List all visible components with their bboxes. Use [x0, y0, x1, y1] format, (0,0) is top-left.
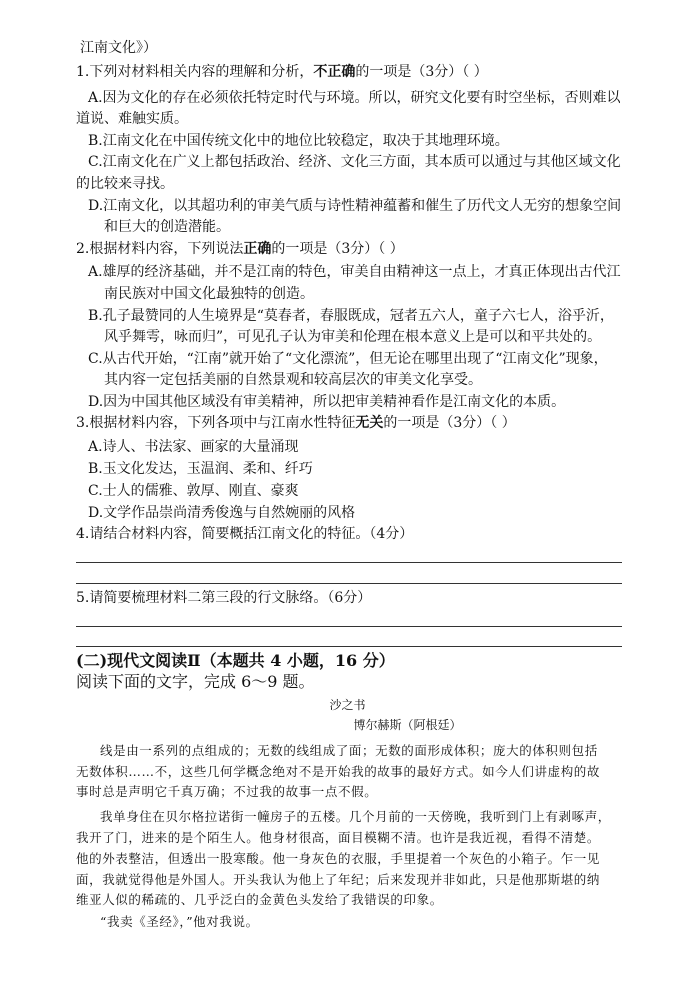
q2-option-a-line2: 南民族对中国文化最独特的创造。: [104, 286, 314, 302]
passage-p1-line2: 无数体积……不，这些几何学概念绝对不是开始我的故事的最好方式。如今人们讲虚构的故: [76, 764, 601, 779]
q2-option-c-line1: C.从古代开始，“江南”就开始了“文化漂流”，但无论在哪里出现了“江南文化”现象，: [88, 351, 608, 367]
passage-p3: “我卖《圣经》，”他对我说。: [100, 914, 259, 929]
q1-option-d-line1: D.江南文化，以其超功利的审美气质与诗性精神蕴蓄和催生了历代文人无穷的想象空间: [88, 198, 622, 214]
q2-stem-a: 2.根据材料内容，下列说法: [76, 241, 244, 257]
q3-option-a: A.诗人、书法家、画家的大量涌现: [88, 439, 299, 455]
answer-line: [76, 626, 622, 627]
q2-option-d: D.因为中国其他区域没有审美精神，所以把审美精神看作是江南文化的本质。: [88, 394, 566, 410]
q1-option-c-line1: C.江南文化在广义上都包括政治、经济、文化三方面，其本质可以通过与其他区域文化: [88, 154, 621, 170]
q3-stem-emphasis: 无关: [355, 415, 384, 431]
q1-stem-b: 的一项是（3分）（ ）: [355, 64, 488, 80]
passage-p2-line5: 维亚人似的稀疏的、几乎泛白的金黄色头发给了我错误的印象。: [76, 892, 443, 907]
passage-p2-line1: 我单身住在贝尔格拉诺街一幢房子的五楼。几个月前的一天傍晚，我听到门上有剥啄声，: [100, 809, 611, 824]
q3-stem-b: 的一项是（3分）（ ）: [383, 415, 516, 431]
q2-stem-emphasis: 正确: [243, 241, 272, 257]
q1-option-c-line2: 的比较来寻找。: [76, 176, 174, 192]
reading-instruction: 阅读下面的文字，完成 6～9 题。: [76, 672, 315, 691]
question-1-stem: [76, 62, 488, 82]
top-fragment: 江南文化》）: [80, 40, 157, 56]
question-3-stem: [76, 413, 516, 433]
passage-p2-line3: 他的外表整洁，但透出一股寒酸。他一身灰色的衣服，手里提着一个灰色的小箱子。乍一见: [76, 851, 601, 866]
answer-line: [76, 562, 622, 563]
question-4: 4.请结合材料内容，简要概括江南文化的特征。（4分）: [76, 526, 414, 542]
q1-stem-a: 1.下列对材料相关内容的理解和分析，: [76, 64, 314, 80]
q2-option-a-line1: A.雄厚的经济基础，并不是江南的特色，审美自由精神这一点上，才真正体现出古代江: [88, 264, 621, 280]
passage-p2-line2: 我开了门，进来的是个陌生人。他身材很高，面目模糊不清。也许是我近视，看得不清楚。: [76, 830, 601, 845]
question-2-stem: [76, 239, 404, 259]
q3-stem-a: 3.根据材料内容，下列各项中与江南水性特征: [76, 415, 356, 431]
question-5: 5.请简要梳理材料二第三段的行文脉络。（6分）: [76, 590, 372, 606]
passage-author: 博尔赫斯（阿根廷）: [353, 718, 462, 732]
q2-stem-b: 的一项是（3分）（ ）: [271, 241, 404, 257]
passage-title: 沙之书: [329, 698, 366, 712]
q2-option-b-line1: B.孔子最赞同的人生境界是“莫春者，春服既成，冠者五六人，童子六七人，浴乎沂，: [88, 308, 614, 324]
passage-p1-line1: 线是由一系列的点组成的；无数的线组成了面；无数的面形成体积；庞大的体积则包括: [100, 743, 598, 758]
q2-option-b-line2: 风乎舞雩，咏而归”，可见孔子认为审美和伦理在根本意义上是可以和平共处的。: [104, 329, 602, 345]
answer-line: [76, 646, 622, 647]
q3-option-d: D.文学作品崇尚清秀俊逸与自然婉丽的风格: [88, 505, 356, 521]
q1-option-a-line2: 道说、难触实质。: [76, 111, 188, 127]
passage-p1-line3: 事时总是声明它千真万确；不过我的故事一点不假。: [76, 784, 378, 799]
q2-option-c-line2: 其内容一定包括美丽的自然景观和较高层次的审美文化享受。: [104, 372, 482, 388]
q1-option-b: B.江南文化在中国传统文化中的地位比较稳定，取决于其地理环境。: [88, 133, 509, 149]
q1-option-a-line1: A.因为文化的存在必须依托特定时代与环境。所以，研究文化要有时空坐标，否则难以: [88, 90, 621, 106]
q3-option-b: B.玉文化发达，玉温润、柔和、纤巧: [88, 461, 313, 477]
q3-option-c: C.士人的儒雅、敦厚、刚直、豪爽: [88, 483, 299, 499]
answer-line: [76, 583, 622, 584]
section-heading: (二)现代文阅读Ⅱ（本题共 4 小题，16 分）: [76, 651, 395, 670]
passage-p2-line4: 面，我就觉得他是外国人。开头我认为他上了年纪；后来发现并非如此，只是他那斯堪的纳: [76, 872, 601, 887]
q1-option-d-line2: 和巨大的创造潜能。: [104, 219, 230, 235]
q1-stem-emphasis: 不正确: [313, 64, 356, 80]
